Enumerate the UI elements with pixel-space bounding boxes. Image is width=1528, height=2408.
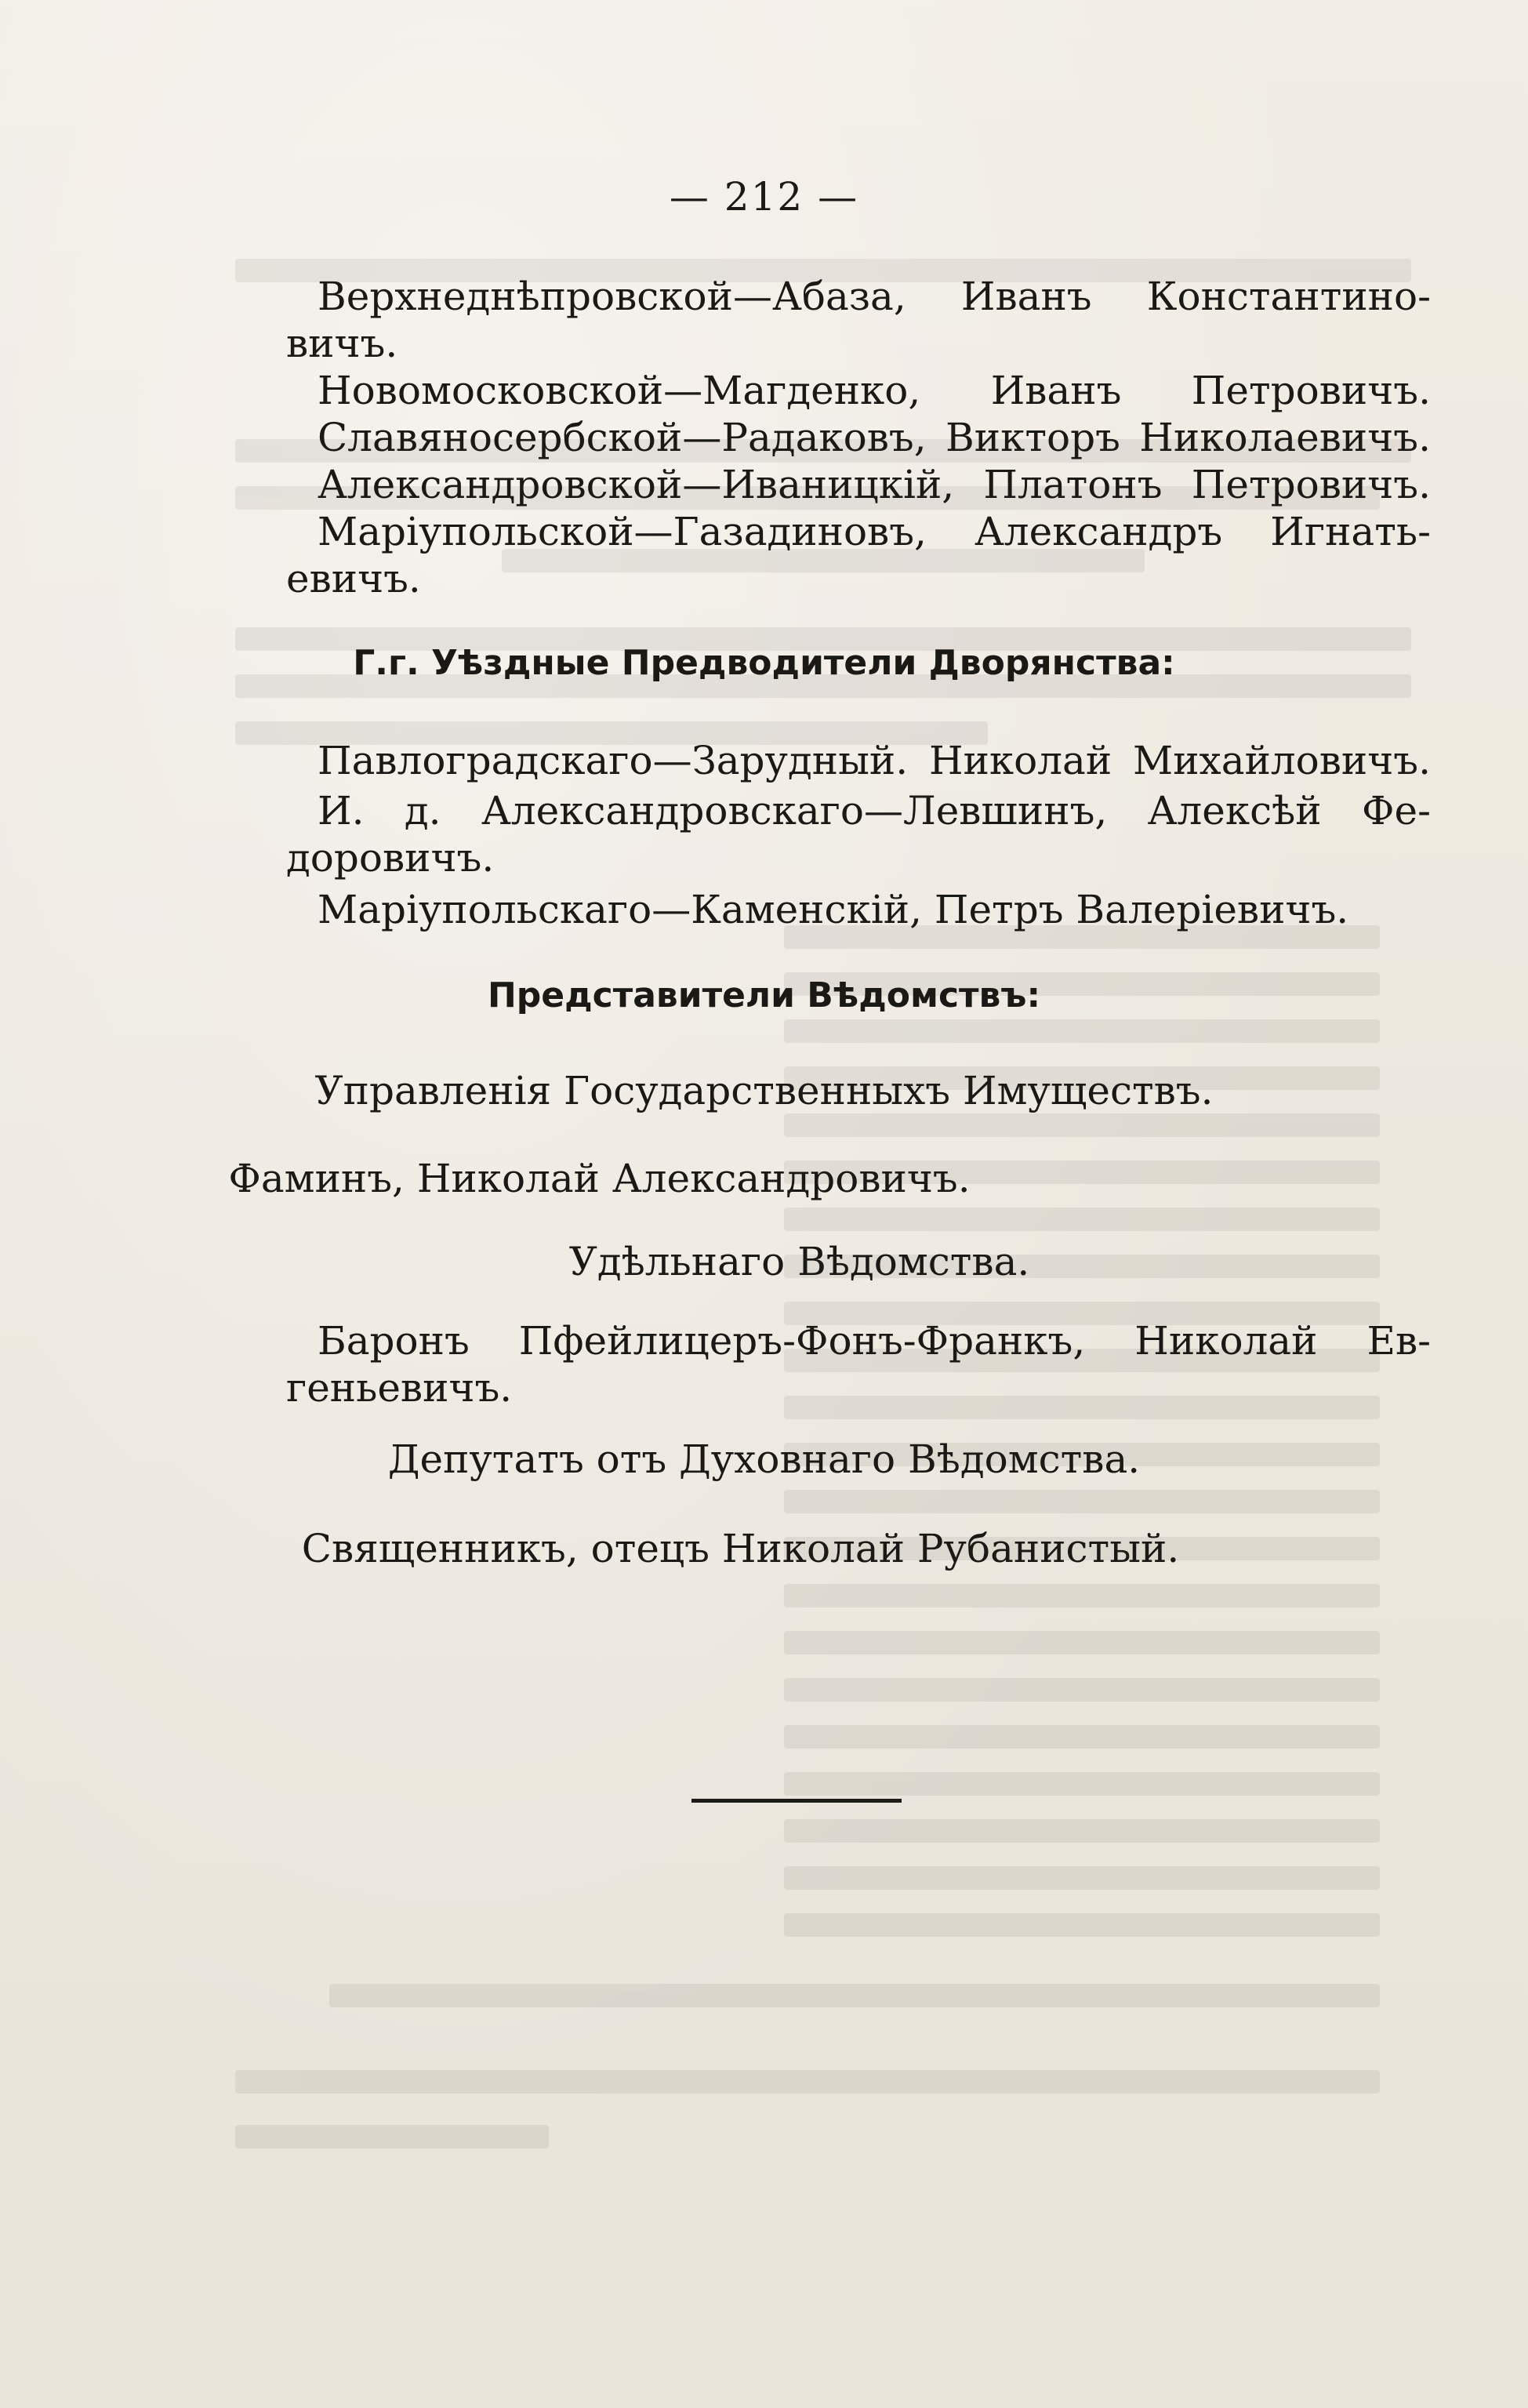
section-divider-rule — [691, 1799, 902, 1803]
district-marshal-line: доровичъ. — [286, 835, 495, 881]
department-title: Удѣльнаго Вѣдомства. — [568, 1239, 1030, 1284]
marshal-entry-line: Александровской—Иваницкій, Платонъ Петровичъ. — [318, 462, 1431, 507]
marshal-entry-line: Новомосковской—Магденко, Иванъ Петровичъ. — [318, 368, 1431, 413]
marshal-entry-line: вичъ. — [286, 321, 398, 366]
department-representative: Фаминъ, Николай Александровичъ. — [228, 1156, 971, 1201]
marshal-entry-line: Славяносербской—Радаковъ, Викторъ Николаевичъ. — [318, 415, 1431, 460]
department-representative: Баронъ Пфейлицеръ-Фонъ-Франкъ, Николай Ев- — [318, 1318, 1431, 1364]
marshal-entry-line: Маріупольской—Газадиновъ, Александръ Игнать- — [318, 509, 1431, 554]
department-title: Депутатъ отъ Духовнаго Вѣдомства. — [387, 1436, 1141, 1482]
marshal-entry-line: Верхнеднѣпровской—Абаза, Иванъ Константино- — [318, 274, 1431, 319]
section-heading-district-marshals: Г.г. Уѣздные Предводители Дворянства: — [353, 643, 1175, 683]
marshal-entry-line: евичъ. — [286, 556, 421, 601]
department-representative: Священникъ, отецъ Николай Рубанистый. — [301, 1526, 1180, 1571]
section-heading-departments: Представители Вѣдомствъ: — [487, 975, 1041, 1015]
page-number: — 212 — — [669, 174, 859, 220]
district-marshal-line: И. д. Александровскаго—Левшинъ, Алексѣй Фе- — [318, 788, 1431, 834]
district-marshal-line: Маріупольскаго—Каменскій, Петръ Валеріевичъ. — [318, 887, 1349, 932]
department-representative: геньевичъ. — [286, 1365, 513, 1411]
district-marshal-line: Павлоградскаго—Зарудный. Николай Михайловичъ. — [318, 738, 1431, 783]
department-title: Управленія Государственныхъ Имуществъ. — [314, 1068, 1214, 1113]
